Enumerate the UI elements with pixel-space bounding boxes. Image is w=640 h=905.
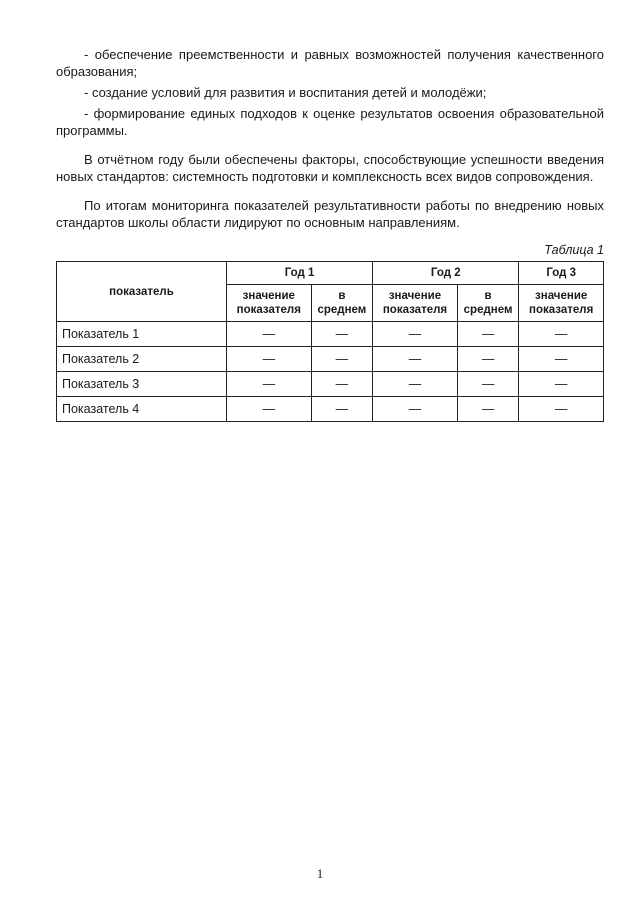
- row-name: Показатель 4: [57, 397, 227, 422]
- row-value: —: [311, 372, 373, 397]
- goals-list: [56, 46, 604, 139]
- row-value: —: [227, 372, 312, 397]
- row-value: —: [227, 397, 312, 422]
- indicators-table: [56, 261, 604, 422]
- row-value: —: [457, 322, 519, 347]
- paragraph-monitoring: По итогам мониторинга показателей результативности работы по внедрению новых стандартов школы области лидируют по основным направлениям.: [56, 198, 604, 230]
- goal-item: - создание условий для развития и воспитания детей и молодёжи;: [84, 85, 487, 100]
- header-year-3: Год 3: [519, 262, 604, 285]
- page-number: 1: [316, 866, 324, 881]
- goal-item: - обеспечение преемственности и равных возможностей получения качественного образования;: [56, 47, 604, 79]
- header-year-1: Год 1: [227, 262, 373, 285]
- subheader-value: значение показателя: [519, 285, 604, 322]
- row-value: —: [457, 397, 519, 422]
- row-value: —: [519, 372, 604, 397]
- row-value: —: [227, 322, 312, 347]
- table-row: [57, 347, 604, 372]
- row-value: —: [373, 397, 458, 422]
- row-value: —: [457, 372, 519, 397]
- goal-item: - формирование единых подходов к оценке результатов освоения образовательной программы.: [56, 106, 604, 138]
- row-value: —: [519, 322, 604, 347]
- subheader-value: значение показателя: [227, 285, 312, 322]
- subheader-value: значение показателя: [373, 285, 458, 322]
- table-row: [57, 372, 604, 397]
- row-value: —: [373, 347, 458, 372]
- row-value: —: [227, 347, 312, 372]
- table-row: [57, 322, 604, 347]
- row-name: Показатель 1: [57, 322, 227, 347]
- subheader-average: в среднем: [311, 285, 373, 322]
- row-value: —: [519, 397, 604, 422]
- row-value: —: [311, 397, 373, 422]
- row-value: —: [457, 347, 519, 372]
- row-value: —: [311, 347, 373, 372]
- table-row: [57, 397, 604, 422]
- row-value: —: [519, 347, 604, 372]
- table-caption: Таблица 1: [544, 243, 604, 257]
- table-header-row: [57, 262, 604, 285]
- document-page: [56, 46, 604, 422]
- subheader-average: в среднем: [457, 285, 519, 322]
- header-indicator: показатель: [57, 262, 227, 322]
- row-value: —: [373, 372, 458, 397]
- row-value: —: [373, 322, 458, 347]
- header-year-2: Год 2: [373, 262, 519, 285]
- row-value: —: [311, 322, 373, 347]
- row-name: Показатель 3: [57, 372, 227, 397]
- row-name: Показатель 2: [57, 347, 227, 372]
- paragraph-factors: В отчётном году были обеспечены факторы, способствующие успешности введения новых стандартов: системность подготовки и комплексность всех видов сопровождения.: [56, 152, 604, 184]
